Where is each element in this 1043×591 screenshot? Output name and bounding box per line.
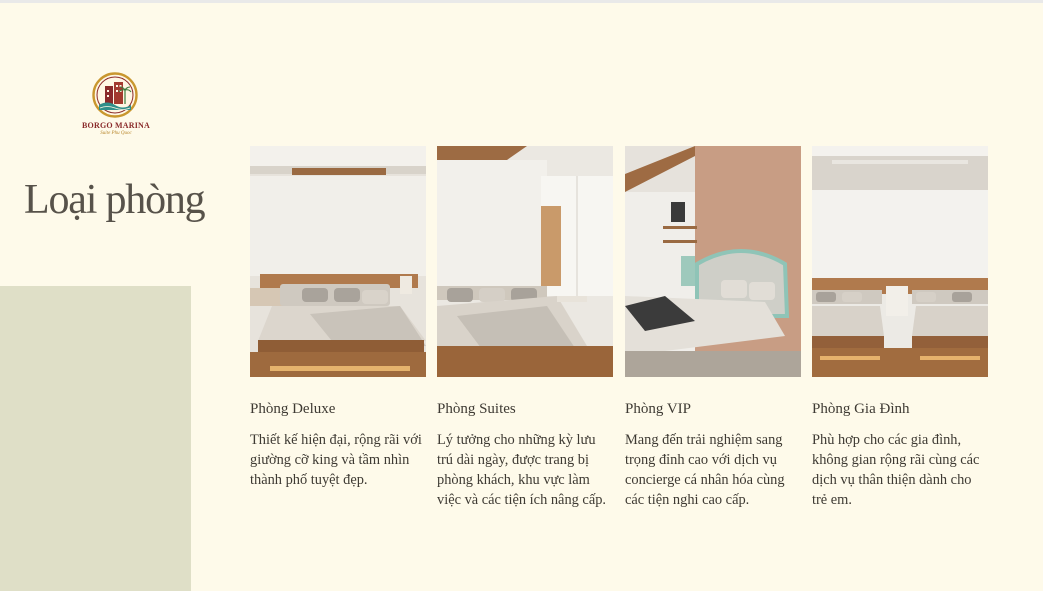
room-description-family: Phù hợp cho các gia đình, không gian rộng rãi cùng các dịch vụ thân thiện dành cho trẻ em.: [812, 432, 980, 508]
room-description-vip: Mang đến trải nghiệm sang trọng đỉnh cao với dịch vụ concierge cá nhân hóa cùng các tiện nghi cao cấp.: [625, 432, 785, 508]
room-name-deluxe: Phòng Deluxe: [250, 401, 336, 417]
room-name-vip: Phòng VIP: [625, 401, 691, 417]
room-card-suites[interactable]: [437, 146, 613, 510]
brand-tagline: Suite Phu Quoc: [100, 131, 132, 136]
room-name-suites: Phòng Suites: [437, 401, 516, 417]
room-photo-suites: [437, 146, 613, 377]
page-title: Loại phòng: [24, 177, 205, 223]
room-name-family: Phòng Gia Đình: [812, 401, 910, 417]
room-description-suites: Lý tưởng cho những kỳ lưu trú dài ngày, được trang bị phòng khách, khu vực làm việc và các tiện ích nâng cấp.: [437, 432, 606, 508]
room-photo-deluxe: [250, 146, 426, 377]
room-card-deluxe[interactable]: [250, 146, 426, 490]
brand-name: BORGO MARINA: [82, 121, 150, 130]
room-card-family[interactable]: [812, 146, 988, 510]
decorative-side-block: [0, 286, 191, 591]
room-photo-vip: [625, 146, 801, 377]
logo-emblem-icon: [92, 72, 138, 118]
room-card-vip[interactable]: [625, 146, 801, 510]
brand-logo[interactable]: [80, 72, 152, 142]
top-divider: [0, 0, 1043, 3]
room-photo-family: [812, 146, 988, 377]
room-description-deluxe: Thiết kế hiện đại, rộng rãi với giường cỡ king và tầm nhìn thành phố tuyệt đẹp.: [250, 432, 422, 488]
